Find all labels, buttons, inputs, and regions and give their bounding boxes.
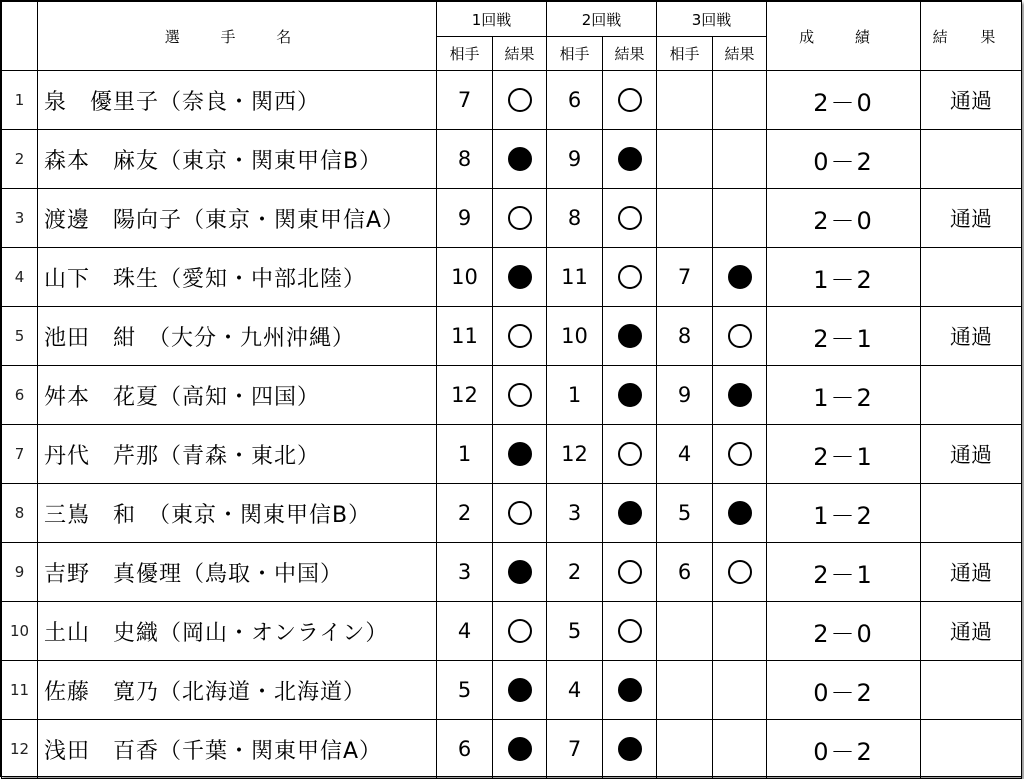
record-header: 成 績 xyxy=(767,2,921,71)
advance-result xyxy=(921,720,1022,779)
advance-result xyxy=(921,130,1022,189)
match-outcome xyxy=(493,366,547,425)
table-row xyxy=(2,720,1022,779)
match-outcome xyxy=(713,425,767,484)
round3-outcome-header: 結果 xyxy=(713,37,767,71)
win-loss-record: 0－2 xyxy=(767,720,921,779)
opponent-number: 4 xyxy=(437,602,493,661)
table-row xyxy=(2,366,1022,425)
match-outcome xyxy=(603,248,657,307)
opponent-number: 7 xyxy=(657,248,713,307)
match-outcome xyxy=(713,720,767,779)
row-number: 2 xyxy=(2,130,38,189)
opponent-number: 4 xyxy=(547,661,603,720)
table-row xyxy=(2,602,1022,661)
round2-outcome-header: 結果 xyxy=(603,37,657,71)
table-row xyxy=(2,484,1022,543)
number-header xyxy=(2,2,38,71)
match-outcome xyxy=(603,543,657,602)
row-number: 5 xyxy=(2,307,38,366)
round1-opponent-header: 相手 xyxy=(437,37,493,71)
player-name: 森本 麻友（東京・関東甲信B） xyxy=(38,130,437,189)
win-loss-record: 0－2 xyxy=(767,130,921,189)
player-name: 吉野 真優理（鳥取・中国） xyxy=(38,543,437,602)
match-outcome xyxy=(603,189,657,248)
match-outcome xyxy=(713,307,767,366)
row-number: 3 xyxy=(2,189,38,248)
loss-circle-icon xyxy=(728,383,752,407)
match-outcome xyxy=(713,484,767,543)
table-row xyxy=(2,543,1022,602)
loss-circle-icon xyxy=(618,501,642,525)
win-circle-icon xyxy=(618,265,642,289)
row-number: 11 xyxy=(2,661,38,720)
match-outcome xyxy=(493,425,547,484)
row-number: 7 xyxy=(2,425,38,484)
round2-header: 2回戦 xyxy=(547,2,657,37)
round3-opponent-header: 相手 xyxy=(657,37,713,71)
match-outcome xyxy=(493,543,547,602)
match-outcome xyxy=(713,602,767,661)
match-outcome xyxy=(493,720,547,779)
match-outcome xyxy=(493,130,547,189)
win-loss-record: 2－0 xyxy=(767,189,921,248)
loss-circle-icon xyxy=(618,324,642,348)
opponent-number: 6 xyxy=(437,720,493,779)
win-circle-icon xyxy=(728,324,752,348)
table-row xyxy=(2,425,1022,484)
win-loss-record: 1－2 xyxy=(767,484,921,543)
match-outcome xyxy=(493,189,547,248)
opponent-number: 3 xyxy=(437,543,493,602)
match-outcome xyxy=(493,484,547,543)
opponent-number: 9 xyxy=(437,189,493,248)
player-name: 渡邊 陽向子（東京・関東甲信A） xyxy=(38,189,437,248)
win-circle-icon xyxy=(618,206,642,230)
match-outcome xyxy=(603,425,657,484)
result-header: 結 果 xyxy=(921,2,1022,71)
player-name: 佐藤 寛乃（北海道・北海道） xyxy=(38,661,437,720)
loss-circle-icon xyxy=(728,265,752,289)
opponent-number: 8 xyxy=(437,130,493,189)
player-name-header: 選 手 名 xyxy=(38,2,437,71)
loss-circle-icon xyxy=(508,737,532,761)
row-number: 8 xyxy=(2,484,38,543)
advance-result xyxy=(921,484,1022,543)
win-circle-icon xyxy=(618,88,642,112)
opponent-number: 12 xyxy=(437,366,493,425)
row-number: 9 xyxy=(2,543,38,602)
player-name: 池田 紺 （大分・九州沖縄） xyxy=(38,307,437,366)
table-row xyxy=(2,71,1022,130)
opponent-number: 5 xyxy=(547,602,603,661)
win-circle-icon xyxy=(508,324,532,348)
opponent-number: 10 xyxy=(437,248,493,307)
match-outcome xyxy=(713,189,767,248)
win-circle-icon xyxy=(618,560,642,584)
match-outcome xyxy=(603,661,657,720)
loss-circle-icon xyxy=(618,737,642,761)
row-number: 6 xyxy=(2,366,38,425)
opponent-number: 4 xyxy=(657,425,713,484)
player-name: 舛本 花夏（高知・四国） xyxy=(38,366,437,425)
opponent-number: 5 xyxy=(657,484,713,543)
advance-result xyxy=(921,661,1022,720)
opponent-number: 11 xyxy=(547,248,603,307)
round2-opponent-header: 相手 xyxy=(547,37,603,71)
opponent-number: 9 xyxy=(547,130,603,189)
match-outcome xyxy=(713,543,767,602)
opponent-number: 6 xyxy=(547,71,603,130)
win-loss-record: 2－1 xyxy=(767,543,921,602)
opponent-number: 7 xyxy=(547,720,603,779)
player-name: 三嶌 和 （東京・関東甲信B） xyxy=(38,484,437,543)
opponent-number: 9 xyxy=(657,366,713,425)
loss-circle-icon xyxy=(508,442,532,466)
opponent-number xyxy=(657,602,713,661)
win-loss-record: 1－2 xyxy=(767,248,921,307)
opponent-number: 8 xyxy=(547,189,603,248)
row-number: 4 xyxy=(2,248,38,307)
win-circle-icon xyxy=(618,619,642,643)
advance-result xyxy=(921,248,1022,307)
row-number: 10 xyxy=(2,602,38,661)
opponent-number: 12 xyxy=(547,425,603,484)
advance-result: 通過 xyxy=(921,543,1022,602)
win-circle-icon xyxy=(508,383,532,407)
opponent-number xyxy=(657,661,713,720)
win-loss-record: 2－0 xyxy=(767,71,921,130)
opponent-number: 6 xyxy=(657,543,713,602)
win-circle-icon xyxy=(508,206,532,230)
opponent-number xyxy=(657,189,713,248)
loss-circle-icon xyxy=(618,147,642,171)
match-outcome xyxy=(603,366,657,425)
match-outcome xyxy=(493,307,547,366)
round1-header: 1回戦 xyxy=(437,2,547,37)
match-outcome xyxy=(603,484,657,543)
win-loss-record: 1－2 xyxy=(767,366,921,425)
loss-circle-icon xyxy=(508,265,532,289)
match-outcome xyxy=(603,307,657,366)
loss-circle-icon xyxy=(618,678,642,702)
player-name: 浅田 百香（千葉・関東甲信A） xyxy=(38,720,437,779)
win-circle-icon xyxy=(728,442,752,466)
opponent-number: 11 xyxy=(437,307,493,366)
advance-result xyxy=(921,366,1022,425)
loss-circle-icon xyxy=(508,147,532,171)
opponent-number: 5 xyxy=(437,661,493,720)
match-outcome xyxy=(603,720,657,779)
opponent-number: 8 xyxy=(657,307,713,366)
player-name: 土山 史織（岡山・オンライン） xyxy=(38,602,437,661)
win-circle-icon xyxy=(508,619,532,643)
opponent-number: 1 xyxy=(547,366,603,425)
match-outcome xyxy=(493,248,547,307)
table-row xyxy=(2,661,1022,720)
match-outcome xyxy=(493,602,547,661)
opponent-number xyxy=(657,71,713,130)
win-circle-icon xyxy=(728,560,752,584)
advance-result: 通過 xyxy=(921,425,1022,484)
round1-outcome-header: 結果 xyxy=(493,37,547,71)
table-row xyxy=(2,130,1022,189)
advance-result: 通過 xyxy=(921,189,1022,248)
player-rows xyxy=(2,71,1022,779)
opponent-number: 2 xyxy=(437,484,493,543)
advance-result: 通過 xyxy=(921,71,1022,130)
match-outcome xyxy=(603,602,657,661)
opponent-number: 1 xyxy=(437,425,493,484)
opponent-number: 10 xyxy=(547,307,603,366)
results-table xyxy=(1,1,1022,779)
loss-circle-icon xyxy=(618,383,642,407)
table-row xyxy=(2,307,1022,366)
match-outcome xyxy=(713,248,767,307)
match-outcome xyxy=(603,71,657,130)
win-circle-icon xyxy=(618,442,642,466)
opponent-number: 7 xyxy=(437,71,493,130)
win-circle-icon xyxy=(508,88,532,112)
round3-header: 3回戦 xyxy=(657,2,767,37)
win-loss-record: 2－0 xyxy=(767,602,921,661)
opponent-number xyxy=(657,720,713,779)
match-outcome xyxy=(603,130,657,189)
win-loss-record: 0－2 xyxy=(767,661,921,720)
match-outcome xyxy=(493,71,547,130)
player-name: 山下 珠生（愛知・中部北陸） xyxy=(38,248,437,307)
table-row xyxy=(2,189,1022,248)
opponent-number: 3 xyxy=(547,484,603,543)
opponent-number xyxy=(657,130,713,189)
player-name: 泉 優里子（奈良・関西） xyxy=(38,71,437,130)
win-loss-record: 2－1 xyxy=(767,425,921,484)
advance-result: 通過 xyxy=(921,602,1022,661)
row-number: 1 xyxy=(2,71,38,130)
win-loss-record: 2－1 xyxy=(767,307,921,366)
win-circle-icon xyxy=(508,501,532,525)
advance-result: 通過 xyxy=(921,307,1022,366)
loss-circle-icon xyxy=(728,501,752,525)
match-outcome xyxy=(713,661,767,720)
player-name: 丹代 芹那（青森・東北） xyxy=(38,425,437,484)
match-outcome xyxy=(713,71,767,130)
table-row xyxy=(2,248,1022,307)
match-outcome xyxy=(713,366,767,425)
match-outcome xyxy=(713,130,767,189)
loss-circle-icon xyxy=(508,560,532,584)
match-outcome xyxy=(493,661,547,720)
loss-circle-icon xyxy=(508,678,532,702)
opponent-number: 2 xyxy=(547,543,603,602)
row-number: 12 xyxy=(2,720,38,779)
